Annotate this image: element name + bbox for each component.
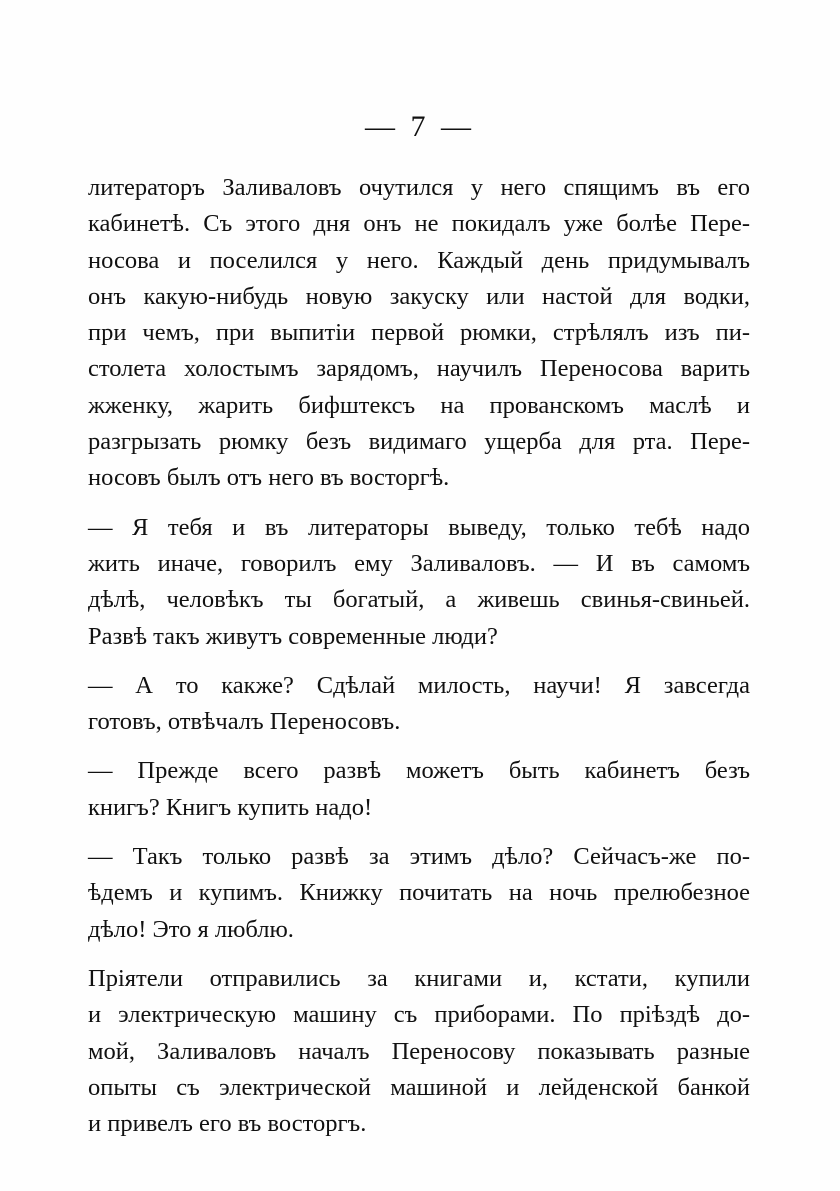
page-number: — 7 — [365, 110, 475, 143]
body-text [88, 170, 750, 1155]
text-line: кабинетѣ. Съ этого дня онъ не покидалъ уже болѣе Пере- [88, 210, 750, 238]
text-line: — Я тебя и въ литераторы выведу, только тебѣ надо [88, 513, 750, 541]
paragraph [88, 510, 750, 655]
text-line: книгъ? Книгъ купить надо! [88, 793, 373, 821]
text-line: при чемъ, при выпитіи первой рюмки, стрѣлялъ изъ пи- [88, 319, 750, 347]
text-line: — А то какже? Сдѣлай милость, научи! Я завсегда [88, 671, 750, 699]
text-line: дѣло! Это я люблю. [88, 915, 294, 943]
text-line: дѣлѣ, человѣкъ ты богатый, а живешь свинья-свиньей. [88, 586, 750, 614]
text-line: Пріятели отправились за книгами и, кстати, купили [88, 964, 750, 992]
paragraph [88, 170, 750, 497]
text-line: и электрическую машину съ приборами. По пріѣздѣ до- [88, 1001, 750, 1029]
paragraph [88, 961, 750, 1142]
text-line: опыты съ электрической машиной и лейденской банкой [88, 1073, 750, 1101]
text-line: литераторъ Заливаловъ очутился у него спящимъ въ его [88, 174, 750, 201]
text-line: носова и поселился у него. Каждый день придумывалъ [88, 246, 750, 274]
paragraph [88, 668, 750, 741]
text-line: готовъ, отвѣчалъ Переносовъ. [88, 708, 401, 736]
text-line: жить иначе, говорилъ ему Заливаловъ. — И въ самомъ [88, 549, 750, 577]
paragraph [88, 753, 750, 826]
text-line: — Такъ только развѣ за этимъ дѣло? Сейчасъ-же по- [88, 843, 750, 871]
text-line: Развѣ такъ живутъ современные люди? [88, 622, 498, 650]
text-line: онъ какую-нибудь новую закуску или настой для водки, [88, 282, 750, 310]
text-line: ѣдемъ и купимъ. Книжку почитать на ночь прелюбезное [88, 879, 750, 907]
text-line: — Прежде всего развѣ можетъ быть кабинетъ безъ [88, 757, 750, 785]
text-line: разгрызать рюмку безъ видимаго ущерба для рта. Пере- [88, 428, 750, 456]
text-line: столета холостымъ зарядомъ, научилъ Переносова варить [88, 355, 750, 383]
text-line: мой, Заливаловъ началъ Переносову показывать разные [88, 1037, 750, 1065]
paragraph [88, 839, 750, 948]
text-line: жженку, жарить бифштексъ на прованскомъ маслѣ и [88, 391, 750, 419]
text-line: носовъ былъ отъ него въ восторгѣ. [88, 464, 450, 492]
text-line: и привелъ его въ восторгъ. [88, 1110, 367, 1138]
